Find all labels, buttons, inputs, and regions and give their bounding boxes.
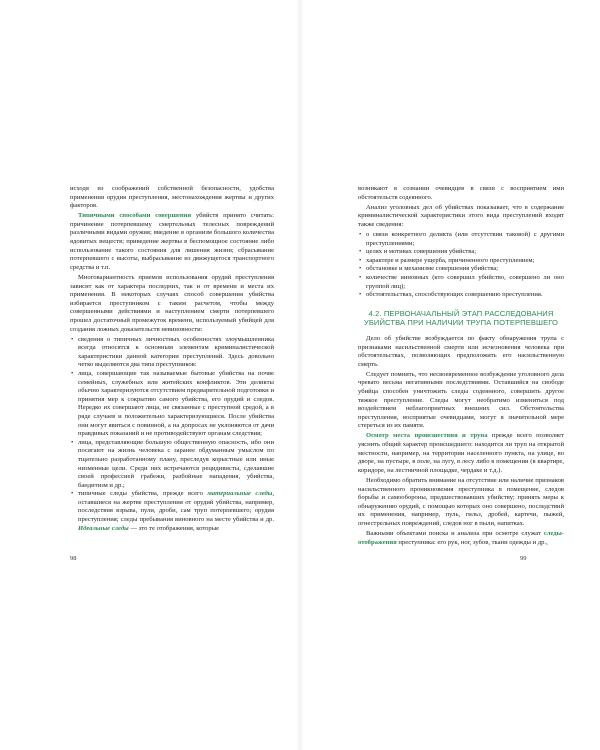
right-bullet-6: • обстоятельствах, способствующих совершению преступления.: [358, 291, 564, 300]
right-bullet-1: • о связи конкретного деликта (или отсутствии таковой) с другими преступлениями;: [358, 231, 564, 248]
left-bullet-3: • лица, представляющие большую общественную опасность, ибо они посягают на жизнь человека с заранее обдуманным умыслом по тщательно разработанному плану, преследуя корыстные или иные низменные цели. Среди них встречаются рецидивисты, сделавшие своей профессией грабежи, разбойные нападения, убийства, бандитизм и др.;: [70, 439, 274, 491]
left-bullet-2: • лица, совершающие так называемые бытовые убийства на почве семейных, служебных или житейских конфликтов. Эти деликты обычно характеризуются отсутствием предварительной подготовки и принятия мер к сокрытию самого убийства, его орудий и следов. Нередко их совершают лица, не связанные с преступной средой, а в ряде случаев и положительно характеризующиеся. После убийства они могут явиться с повинной, а на допросах не уклоняются от дачи правдивых показаний и не противодействуют органам следствия;: [70, 370, 274, 439]
left-bullet-1: • сведения о типичных личностных особенностях злоумышленника всегда относятся к основным элементам криминалистической характеристики данной категории преступлений. Здесь довольно четко выделяются два типа преступников:: [70, 336, 274, 370]
right-bullet-5: • количестве виновных (кто совершил убийство, совершено ли оно группой лиц);: [358, 274, 564, 291]
right-paragraph-2: Анализ уголовных дел об убийствах показывает, что в содержание криминалистической характеристики этого вида преступлений входят также сведения:: [358, 203, 564, 228]
right-bullet-2: • целях и мотивах совершения убийства;: [358, 248, 564, 257]
right-bullet-4: • обстановке и механизме совершения убийства;: [358, 265, 564, 274]
section-heading: 4.2. ПЕРВОНАЧАЛЬНЫЙ ЭТАП РАССЛЕДОВАНИЯ УБИЙСТВА ПРИ НАЛИЧИИ ТРУПА ПОТЕРПЕВШЕГО: [363, 308, 559, 328]
right-page: [300, 0, 600, 750]
term-material-traces: материальные следы: [207, 490, 273, 498]
left-bullet-4-mid: , оставшиеся на жертве преступления от орудий убийства, например, последствия взрыва, пули, дроби, сам труп потерпевшего; орудия преступления; следы пребывания виновного на месте убийства и др.: [78, 490, 274, 524]
term-ideal-traces: Идеальные следы: [78, 524, 129, 532]
term-scene-inspection: Осмотр места происшествия и трупа: [366, 432, 488, 440]
right-paragraph-5: [358, 432, 564, 475]
left-bullet-4-post: — это те отображения, которые: [128, 524, 220, 532]
right-paragraph-7-text: преступника: его рук, ног, зубов, ткани одежды и др.,: [396, 538, 548, 546]
left-bullet-list: [70, 336, 274, 534]
right-paragraph-4: Следует помнить, что несвоевременное возбуждение уголовного дела чревато весьма негативными последствиями. Оставшийся на свободе убийца способен уничтожить следы содеянного, совершить другое тяжкое преступление. Следы могут необратимо измениться под воздействием неблагоприятных внешних сил. Обстоятельства преступления, восприятые очевидцами, могут в значительной мере стереться из их памяти.: [358, 370, 564, 430]
left-page-number: 98: [70, 555, 77, 562]
right-paragraph-1: возникают в сознании очевидцев в связи с восприятием ими обстоятельств содеянного.: [358, 185, 564, 201]
left-bullet-4-pre: типичные следы убийства, прежде всего: [78, 490, 208, 498]
right-text-column: [358, 185, 564, 549]
left-paragraph-2: [70, 212, 274, 272]
left-paragraph-1: исходя из соображений собственной безопасности, удобства применения орудия преступления, местонахождения жертвы и других факторов.: [70, 185, 274, 210]
right-paragraph-5-text: прежде всего позволяет уяснить общий характер происшедшего: находится ли труп на открытой местности, например, на территории населенного пункта, на улице, во дворе, на пустыре, в поле, на лугу, в лесу либо в помещении (в квартире, коридоре, на лестничной площадке, чердаке и т.д.).: [358, 432, 564, 474]
left-paragraph-3: Многовариантность приемов использования орудий преступления зависит как от характера последних, так и от времени и места их применения. В некоторых случаях способ совершения убийства избирается преступником с таким расчетом, чтобы между совершенными действиями и наступлением смерти потерпевшего прошел достаточный промежуток времени, используемый убийцей для создания ложных доказательств невиновности:: [70, 273, 274, 333]
term-typical-methods: Типичными способами совершения: [78, 212, 192, 220]
right-bullet-list: [358, 231, 564, 300]
right-paragraph-7: [358, 530, 564, 547]
right-bullet-3: • характере и размере ущерба, причиненного преступлением;: [358, 257, 564, 266]
left-text-column: [70, 185, 274, 535]
left-bullet-4: [70, 490, 274, 533]
right-paragraph-7-pre: Важными объектами поиска и анализа при осмотре служат: [366, 529, 544, 537]
right-page-number: 99: [520, 555, 527, 562]
right-paragraph-6: Необходимо обратить внимание на отсутствие или наличие признаков насильственного проникновения преступника в помещение, следов борьбы и самообороны, предшествовавших убийству; принять меры к обнаружению орудий, с помощью которых оно совершено, последствий их применения, например, пуль, гильз, дробей, картечи, пыжей, огнестрельных повреждений, следов ног в пыли, напитках.: [358, 476, 564, 527]
right-paragraph-3: Дело об убийстве возбуждается по факту обнаружения трупа с признаками насильственной смерти или исчезновения человека при обстоятельствах, позволяющих предположить его насильственную смерть.: [358, 334, 564, 368]
term-trace-imprints: следы-отображения: [358, 529, 564, 546]
left-paragraph-2-text: убийств принято считать: причинение потерпевшему смертельных телесных повреждений различными видами оружия; введение в организм большого количества ядовитых веществ; приведение жертвы в беспомощное состояние либо использование такого состояния для лишения жизни; сбрасывание потерпевшего с высоты, выбрасывание из движущегося транспортного средства и т.п.: [70, 212, 275, 271]
